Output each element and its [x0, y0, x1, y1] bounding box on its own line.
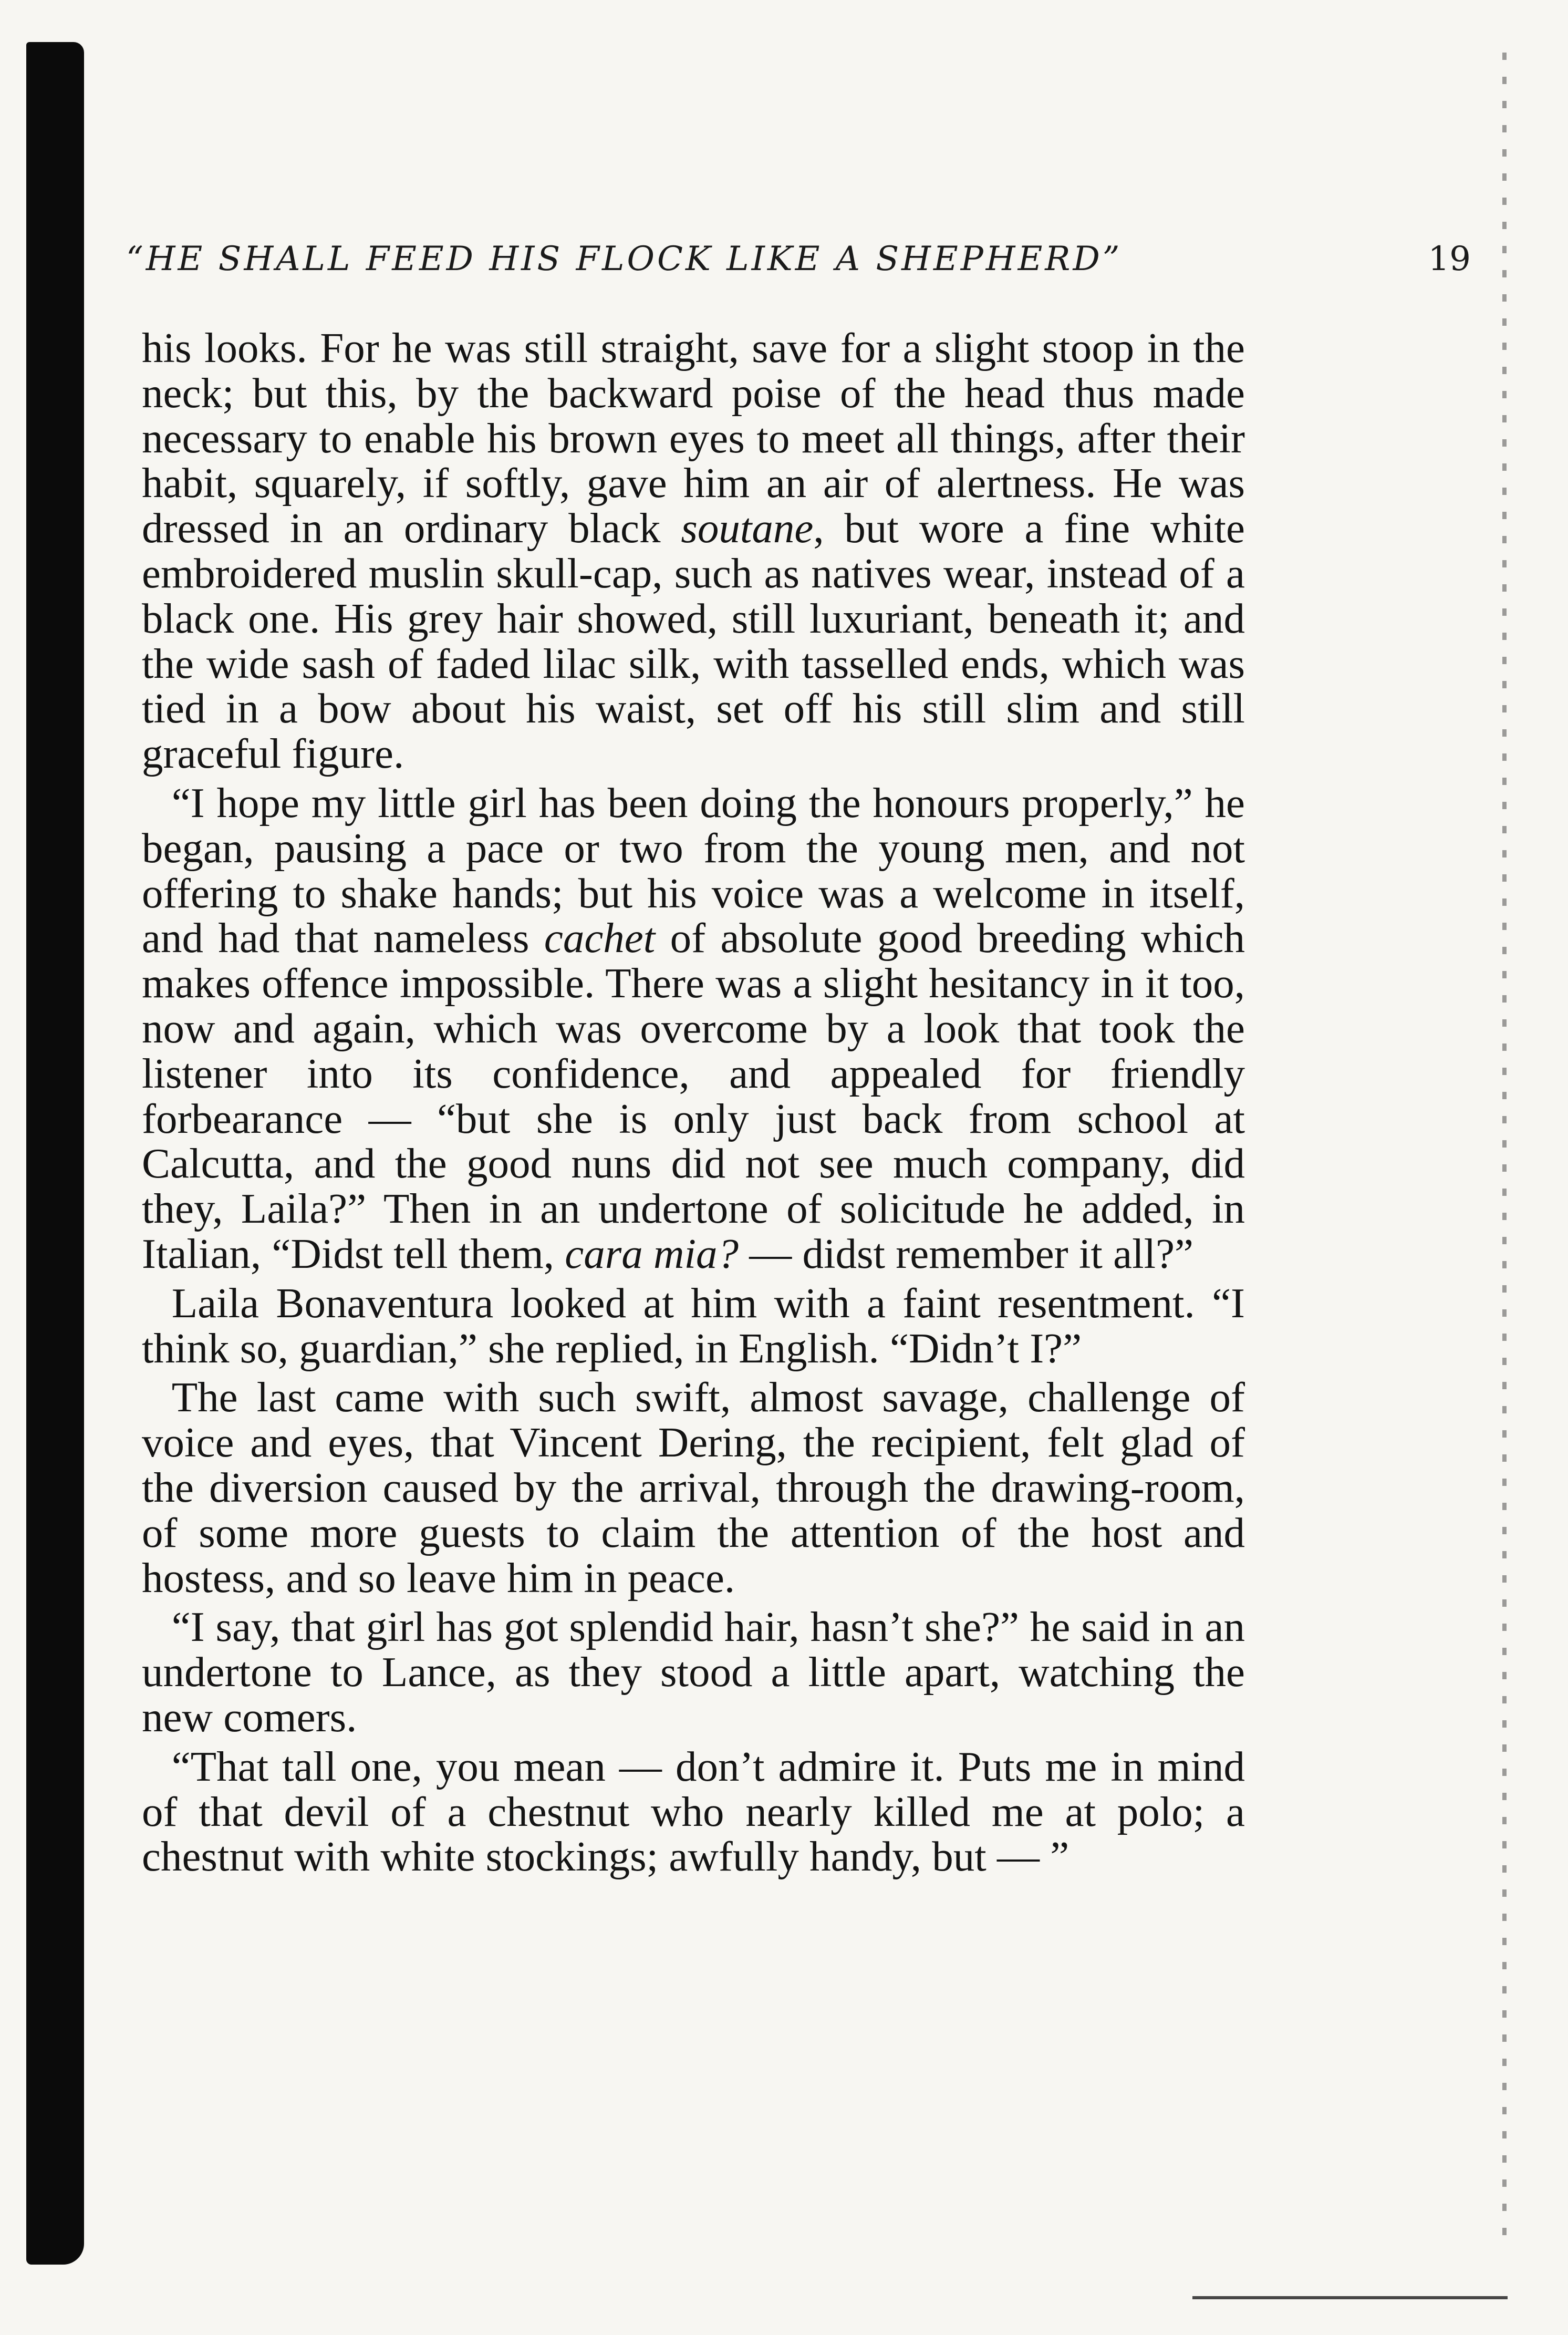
text-run: — didst remember it all?”: [739, 1230, 1193, 1277]
text-run: “That tall one, you mean — don’t admire it. Puts me in mind of that devil of a chestnut who nearly killed me at polo; a chestnut with white stockings; awfully handy, but — ”: [142, 1742, 1245, 1881]
page-binding-shadow: [26, 42, 84, 2265]
text-run: “I hope my little girl has been doing the honours properly,” he began, pausing a pace or two from the young men, and not offering to shake hands; but his voice was a welcome in itself, and had that nameless: [142, 779, 1245, 962]
paragraph: [142, 1605, 1245, 1740]
italic-text-run: cachet: [544, 914, 656, 962]
paragraph: [142, 781, 1245, 1277]
paragraph: [142, 326, 1245, 777]
text-run: The last came with such swift, almost savage, challenge of voice and eyes, that Vincent Dering, the recipient, felt glad of the diversion caused by the arrival, through the drawing-room, of some more guests to claim the attention of the host and hostess, and so leave him in peace.: [142, 1373, 1245, 1602]
paragraph: [142, 1281, 1245, 1371]
text-run: Laila Bonaventura looked at him with a faint resentment. “I think so, guardian,” she replied, in English. “Didn’t I?”: [142, 1279, 1245, 1372]
paragraph: [142, 1375, 1245, 1600]
text-run: his looks. For he was still straight, save for a slight stoop in the neck; but this, by the backward poise of the head thus made necessary to enable his brown eyes to meet all things, after their habit, squarely, if softly, gave him an air of alertness. He was dressed in an ordinary black: [142, 324, 1245, 552]
text-run: “I say, that girl has got splendid hair, hasn’t she?” he said in an undertone to Lance, as they stood a little apart, watching the new comers.: [142, 1603, 1245, 1741]
page-edge-speckle: [1502, 53, 1507, 2238]
running-title: “HE SHALL FEED HIS FLOCK LIKE A SHEPHERD”: [126, 240, 1123, 278]
paragraph: [142, 1744, 1245, 1879]
page-number: 19: [1428, 240, 1471, 278]
body-text: [142, 326, 1245, 1879]
italic-text-run: soutane: [681, 504, 814, 552]
italic-text-run: cara mia?: [565, 1230, 739, 1277]
running-head: [126, 231, 1471, 289]
text-run: of absolute good breeding which makes offence impossible. There was a slight hesitancy in it too, now and again, which was overcome by a look that took the listener into its confidence, and appealed for friendly forbearance — “but she is only just back from school at Calcutta, and the good nuns did not see much company, did they, Laila?” Then in an undertone of solicitude he added, in Italian, “Didst tell them,: [142, 914, 1245, 1277]
text-run: , but wore a fine white embroidered muslin skull-cap, such as natives wear, instead of a black one. His grey hair showed, still luxuriant, beneath it; and the wide sash of faded lilac silk, with tasselled ends, which was tied in a bow about his waist, set off his still slim and still graceful figure.: [142, 504, 1245, 778]
bottom-edge-rule: [1192, 2296, 1508, 2299]
